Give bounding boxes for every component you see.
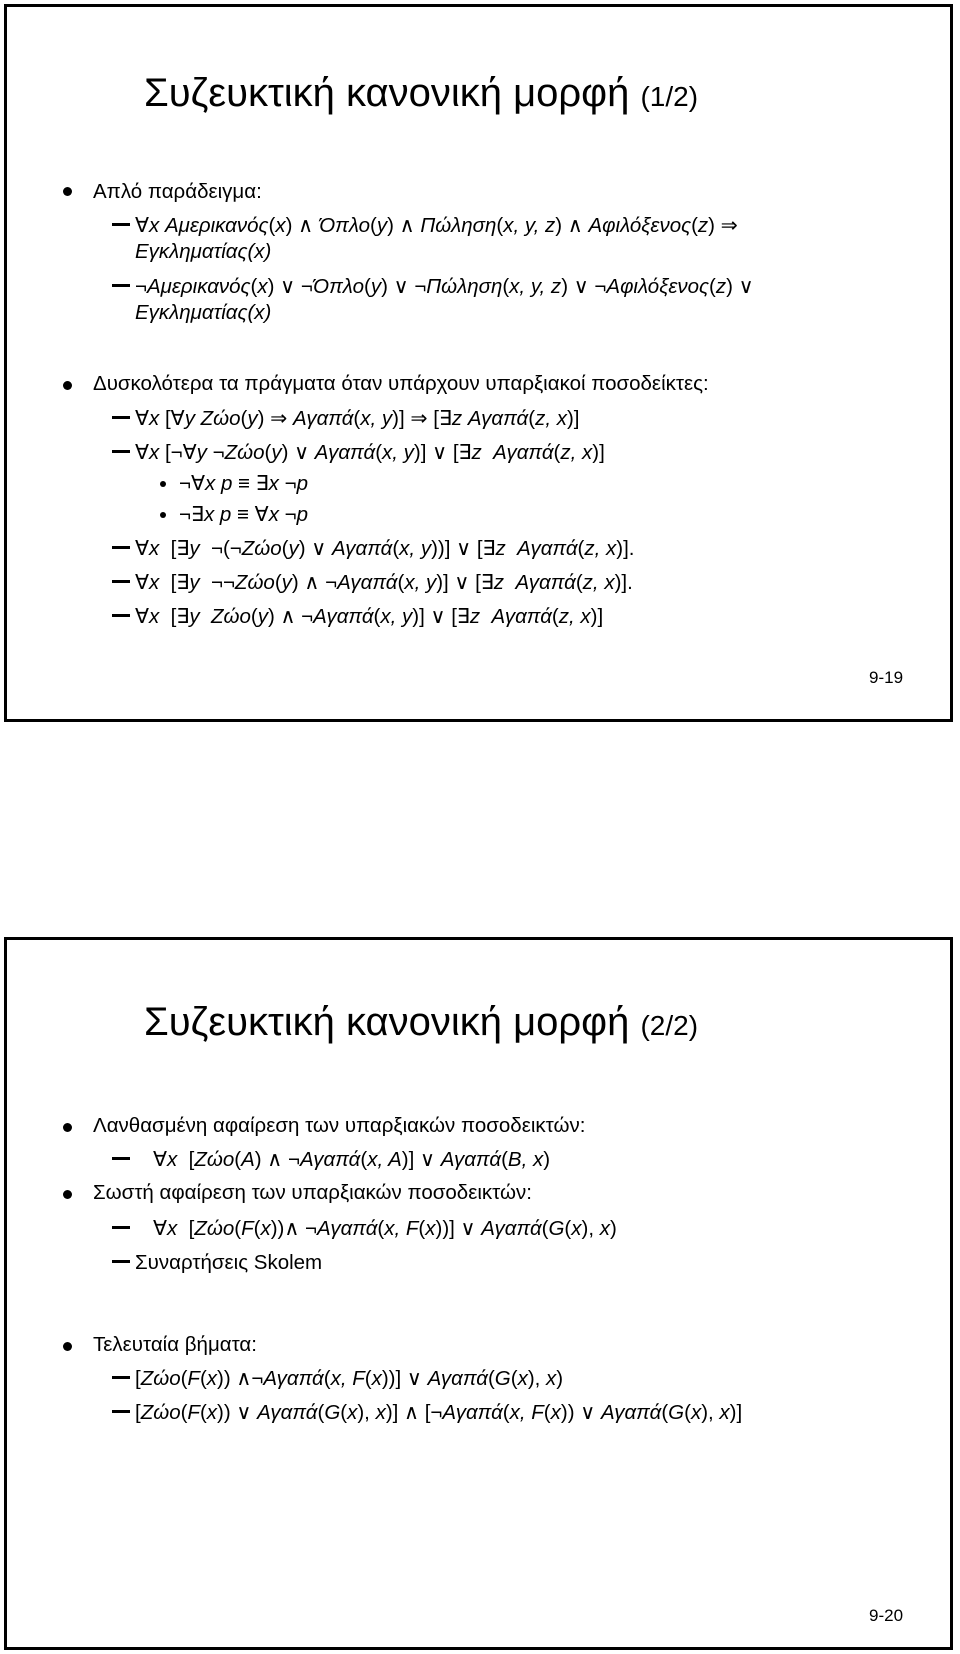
dash [112, 1260, 130, 1263]
title-part: (1/2) [640, 81, 699, 112]
dash [112, 614, 130, 617]
page-number: 9-20 [869, 1606, 904, 1625]
formula-1-line-1: ∀x Αμερικανός(x) ∧ Όπλο(y) ∧ Πώληση(x, y, z) ∧ Αφιλόξενος(z) ⇒ [135, 214, 738, 237]
bullet-harder: Δυσκολότερα τα πράγματα όταν υπάρχουν υπαρξιακοί ποσοδείκτες: [93, 372, 709, 395]
small-bullet-dot [160, 481, 166, 487]
dash [112, 416, 130, 419]
dash [112, 223, 130, 226]
dash [112, 284, 130, 287]
formula-7: ∀x [∃y Ζώο(y) ∧ ¬Αγαπά(x, y)] ∨ [∃z Αγαπά(z, x)] [135, 605, 604, 628]
bullet-dot [63, 381, 72, 390]
slide-title [144, 69, 698, 121]
formula-final-1: [Ζώο(F(x)) ∧¬Αγαπά(x, F(x))] ∨ Αγαπά(G(x), x) [135, 1367, 564, 1390]
bullet-wrong-removal: Λανθασμένη αφαίρεση των υπαρξιακών ποσοδεικτών: [93, 1114, 586, 1137]
bullet-dot [63, 187, 72, 196]
formula-2-line-1: ¬Αμερικανός(x) ∨ ¬Όπλο(y) ∨ ¬Πώληση(x, y, z) ∨ ¬Αφιλόξενος(z) ∨ [135, 275, 754, 298]
bullet-final-steps: Τελευταία βήματα: [93, 1333, 257, 1356]
slide-2 [4, 937, 953, 1650]
slide-1 [4, 4, 953, 722]
formula-wrong: ∀x [Ζώο(A) ∧ ¬Αγαπά(x, A)] ∨ Αγαπά(B, x) [153, 1148, 551, 1171]
equivalence-1: ¬∀x p ≡ ∃x ¬p [179, 472, 308, 495]
title-text: Συζευκτική κανονική μορφή [144, 1000, 630, 1044]
equivalence-2: ¬∃x p ≡ ∀x ¬p [179, 503, 309, 526]
bullet-dot [63, 1123, 72, 1132]
formula-correct: ∀x [Ζώο(F(x))∧ ¬Αγαπά(x, F(x))] ∨ Αγαπά(G(x), x) [153, 1217, 617, 1240]
dash [112, 450, 130, 453]
formula-final-2: [Ζώο(F(x)) ∨ Αγαπά(G(x), x)] ∧ [¬Αγαπά(x, F(x)) ∨ Αγαπά(G(x), x)] [135, 1401, 743, 1424]
dash [112, 1410, 130, 1413]
bullet-dot [63, 1190, 72, 1199]
dash [112, 580, 130, 583]
dash [112, 1376, 130, 1379]
formula-3: ∀x [∀y Ζώο(y) ⇒ Αγαπά(x, y)] ⇒ [∃z Αγαπά(z, x)] [135, 407, 580, 430]
formula-5: ∀x [∃y ¬(¬Ζώο(y) ∨ Αγαπά(x, y))] ∨ [∃z Αγαπά(z, x)]. [135, 537, 635, 560]
bullet-correct-removal: Σωστή αφαίρεση των υπαρξιακών ποσοδεικτών: [93, 1181, 532, 1204]
dash [112, 1157, 130, 1160]
formula-6: ∀x [∃y ¬¬Ζώο(y) ∧ ¬Αγαπά(x, y)] ∨ [∃z Αγαπά(z, x)]. [135, 571, 633, 594]
slide-title [144, 998, 698, 1050]
small-bullet-dot [160, 512, 166, 518]
title-text: Συζευκτική κανονική μορφή [144, 71, 630, 115]
formula-1-line-2: Εγκληματίας(x) [135, 240, 272, 263]
bullet-simple-example: Απλό παράδειγμα: [93, 180, 262, 203]
dash [112, 1226, 130, 1229]
formula-2-line-2: Εγκληματίας(x) [135, 301, 272, 324]
bullet-dot [63, 1342, 72, 1351]
skolem-functions: Συναρτήσεις Skolem [135, 1251, 323, 1274]
formula-4: ∀x [¬∀y ¬Ζώο(y) ∨ Αγαπά(x, y)] ∨ [∃z Αγαπά(z, x)] [135, 441, 605, 464]
page-number: 9-19 [869, 668, 904, 687]
dash [112, 546, 130, 549]
title-part: (2/2) [640, 1010, 699, 1041]
